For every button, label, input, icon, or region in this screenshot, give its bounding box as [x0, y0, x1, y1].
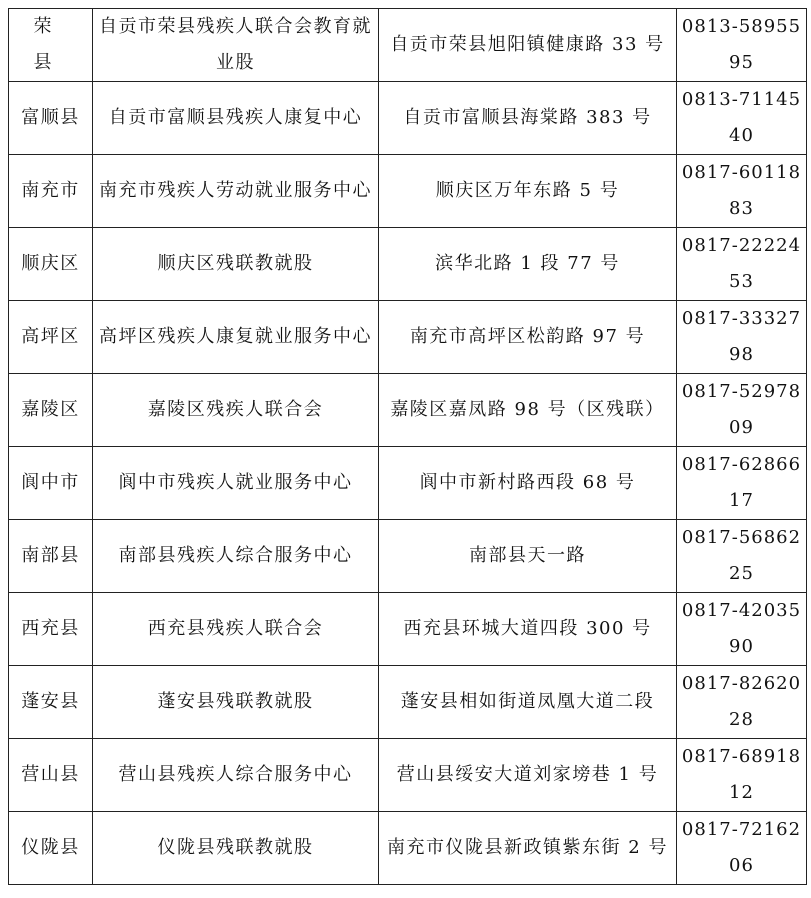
phone-cell: 0817-5686225: [677, 520, 807, 593]
organization-cell: 阆中市残疾人就业服务中心: [93, 447, 379, 520]
county-cell: 蓬安县: [9, 666, 93, 739]
county-cell: 营山县: [9, 739, 93, 812]
phone-cell: 0817-4203590: [677, 593, 807, 666]
county-cell: 阆中市: [9, 447, 93, 520]
organization-cell: 营山县残疾人综合服务中心: [93, 739, 379, 812]
address-cell: 南部县天一路: [379, 520, 677, 593]
table-row: [9, 812, 807, 885]
address-cell: 营山县绥安大道刘家塝巷 1 号: [379, 739, 677, 812]
organization-cell: 仪陇县残联教就股: [93, 812, 379, 885]
address-cell: 顺庆区万年东路 5 号: [379, 155, 677, 228]
address-cell: 西充县环城大道四段 300 号: [379, 593, 677, 666]
table-row: [9, 520, 807, 593]
county-cell: 荣 县: [9, 9, 93, 82]
phone-cell: 0817-6286617: [677, 447, 807, 520]
organization-cell: 自贡市富顺县残疾人康复中心: [93, 82, 379, 155]
table-row: [9, 9, 807, 82]
organization-cell: 南充市残疾人劳动就业服务中心: [93, 155, 379, 228]
county-cell: 西充县: [9, 593, 93, 666]
address-cell: 蓬安县相如街道凤凰大道二段: [379, 666, 677, 739]
phone-cell: 0813-5895595: [677, 9, 807, 82]
phone-cell: 0817-7216206: [677, 812, 807, 885]
organization-cell: 南部县残疾人综合服务中心: [93, 520, 379, 593]
table-row: [9, 739, 807, 812]
table-row: [9, 666, 807, 739]
phone-cell: 0817-6011883: [677, 155, 807, 228]
address-cell: 自贡市富顺县海棠路 383 号: [379, 82, 677, 155]
organization-cell: 西充县残疾人联合会: [93, 593, 379, 666]
organization-cell: 顺庆区残联教就股: [93, 228, 379, 301]
phone-cell: 0817-5297809: [677, 374, 807, 447]
organization-cell: 自贡市荣县残疾人联合会教育就业股: [93, 9, 379, 82]
phone-cell: 0817-3332798: [677, 301, 807, 374]
phone-cell: 0817-2222453: [677, 228, 807, 301]
county-cell: 嘉陵区: [9, 374, 93, 447]
organization-cell: 高坪区残疾人康复就业服务中心: [93, 301, 379, 374]
organization-cell: 嘉陵区残疾人联合会: [93, 374, 379, 447]
organization-cell: 蓬安县残联教就股: [93, 666, 379, 739]
phone-cell: 0817-6891812: [677, 739, 807, 812]
county-cell: 南部县: [9, 520, 93, 593]
table-row: [9, 155, 807, 228]
table-row: [9, 374, 807, 447]
contact-table: [8, 8, 807, 885]
address-cell: 南充市仪陇县新政镇紫东街 2 号: [379, 812, 677, 885]
table-row: [9, 447, 807, 520]
address-cell: 南充市高坪区松韵路 97 号: [379, 301, 677, 374]
county-cell: 仪陇县: [9, 812, 93, 885]
county-cell: 南充市: [9, 155, 93, 228]
table-row: [9, 82, 807, 155]
county-cell: 高坪区: [9, 301, 93, 374]
phone-cell: 0813-7114540: [677, 82, 807, 155]
address-cell: 阆中市新村路西段 68 号: [379, 447, 677, 520]
address-cell: 嘉陵区嘉凤路 98 号（区残联）: [379, 374, 677, 447]
table-row: [9, 301, 807, 374]
phone-cell: 0817-8262028: [677, 666, 807, 739]
county-cell: 富顺县: [9, 82, 93, 155]
table-row: [9, 593, 807, 666]
county-cell: 顺庆区: [9, 228, 93, 301]
table-row: [9, 228, 807, 301]
address-cell: 滨华北路 1 段 77 号: [379, 228, 677, 301]
address-cell: 自贡市荣县旭阳镇健康路 33 号: [379, 9, 677, 82]
